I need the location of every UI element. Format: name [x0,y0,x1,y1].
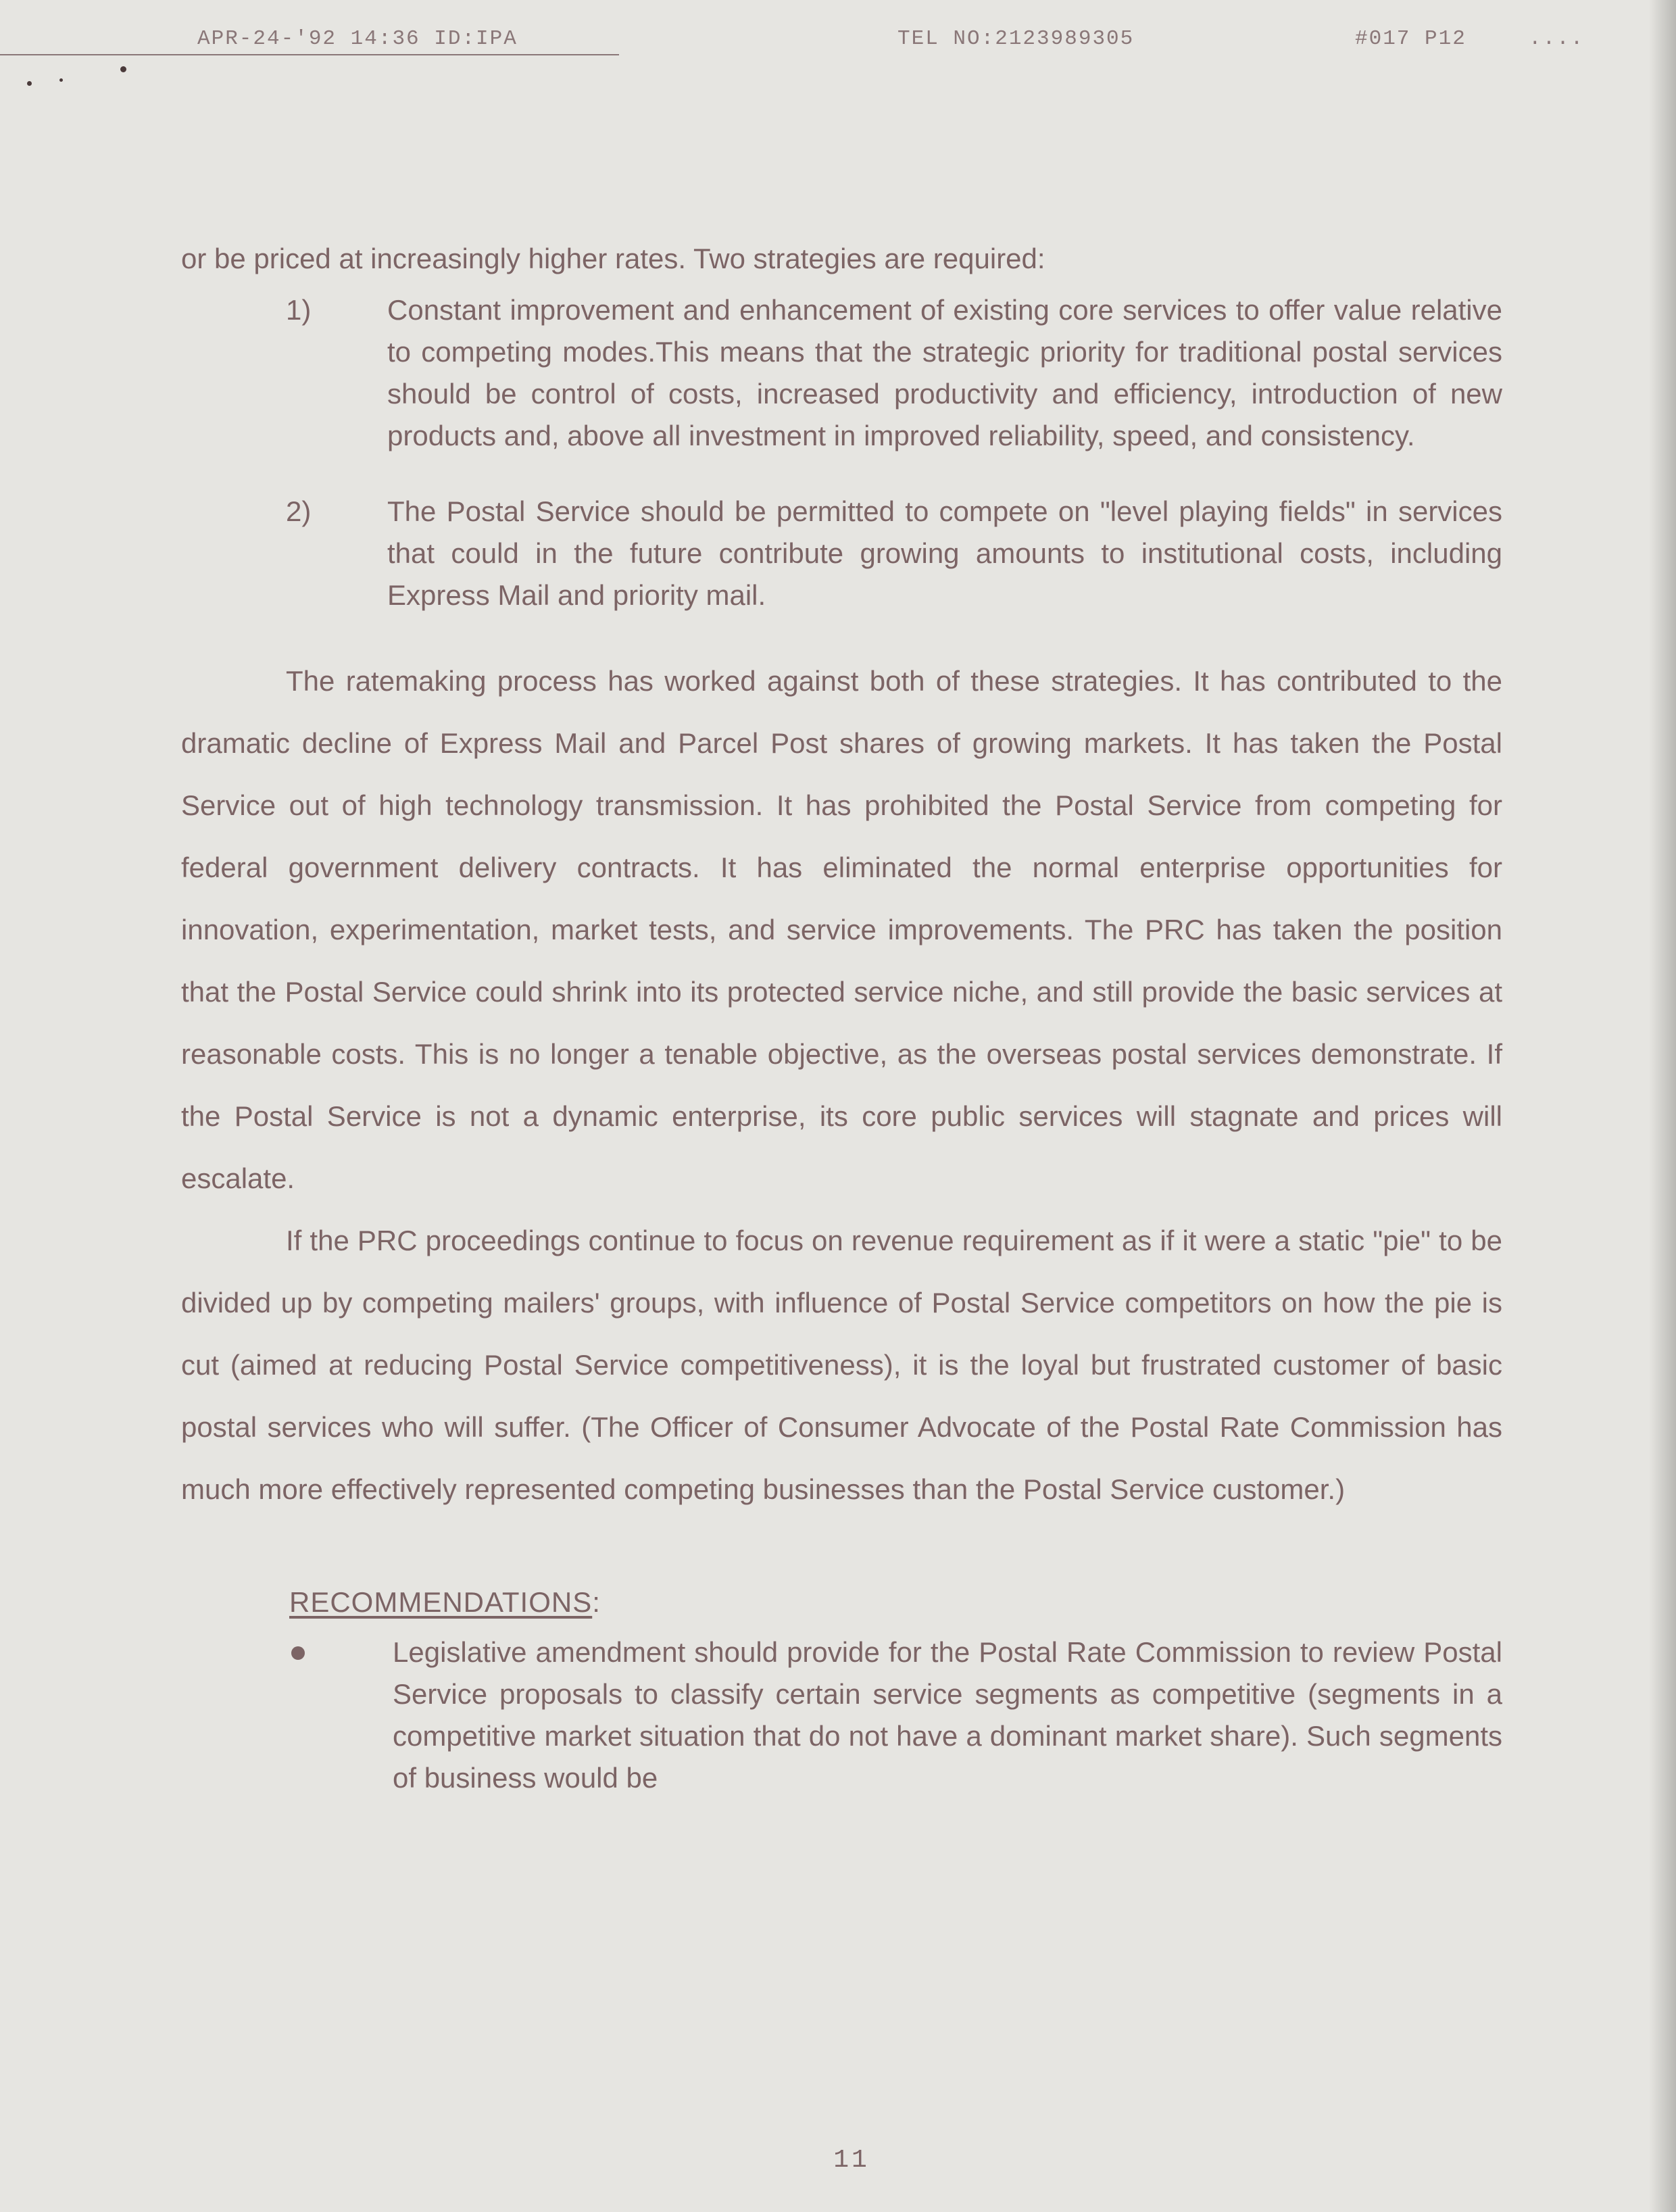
fax-header-rule [0,54,619,55]
body-paragraph-prc-proceedings: If the PRC proceedings continue to focus on revenue requirement as if it were a static "pie" to be divided up by competing mailers' groups, with influence of Postal Service competitors on how the pie is cut (aimed at reducing Postal Service competitiveness), it is the loyal but frustrated customer of basic postal services who will suffer. (The Officer of Consumer Advocate of the Postal Rate Commission has much more effectively represented competing businesses than the Postal Service customer.) [181,1225,1502,1505]
strategy-text: The Postal Service should be permitted to compete on "level playing fields" in services that could in the future contribute growing amounts to institutional costs, including Express Mail and priority mail. [387,495,1502,611]
fax-page-code: #017 P12 [1355,27,1466,51]
scan-speck [27,81,32,86]
document-body [181,238,1502,1799]
scan-edge-shadow [1649,0,1676,2212]
fax-date-time-id: APR-24-'92 14:36 ID:IPA [197,27,518,51]
strategy-number: 1) [286,294,312,326]
recommendation-text: Legislative amendment should provide for the Postal Rate Commission to review Postal Service proposals to classify certain service segments as competitive (segments in a competitive market situation that do not have a dominant market share). Such segments of business would be [393,1636,1502,1794]
strategy-item [181,491,1502,616]
page-number: 11 [833,2146,870,2175]
fax-telephone: TEL NO:2123989305 [897,27,1135,51]
recommendations-heading [289,1581,1502,1623]
strategy-text: Constant improvement and enhancement of existing core services to offer value relative to competing modes.This means that the strategic priority for traditional postal services should be control of costs, increased productivity and efficiency, introduction of new products and, above all investment in improved reliability, speed, and consistency. [387,294,1502,451]
lead-in-sentence: or be priced at increasingly higher rates. Two strategies are required: [181,243,1045,274]
recommendations-heading-colon: : [592,1586,601,1618]
strategy-number: 2) [286,495,312,527]
scan-speck [120,66,126,72]
bullet-icon [291,1646,305,1660]
recommendation-item [181,1631,1502,1799]
fax-trailing-marks: .... [1529,27,1585,51]
body-paragraph-ratemaking: The ratemaking process has worked against both of these strategies. It has contributed to the dramatic decline of Express Mail and Parcel Post shares of growing markets. It has taken the Postal Service out of high technology transmission. It has prohibited the Postal Service from competing for federal government delivery contracts. It has eliminated the normal enterprise opportunities for innovation, experimentation, market tests, and service improvements. The PRC has taken the position that the Postal Service could shrink into its protected service niche, and still provide the basic services at reasonable costs. This is no longer a tenable objective, as the overseas postal services demonstrate. If the Postal Service is not a dynamic enterprise, its core public services will stagnate and prices will escalate. [181,665,1502,1194]
scan-speck [59,78,63,82]
strategy-item [181,289,1502,457]
recommendations-heading-text: RECOMMENDATIONS [289,1586,593,1618]
